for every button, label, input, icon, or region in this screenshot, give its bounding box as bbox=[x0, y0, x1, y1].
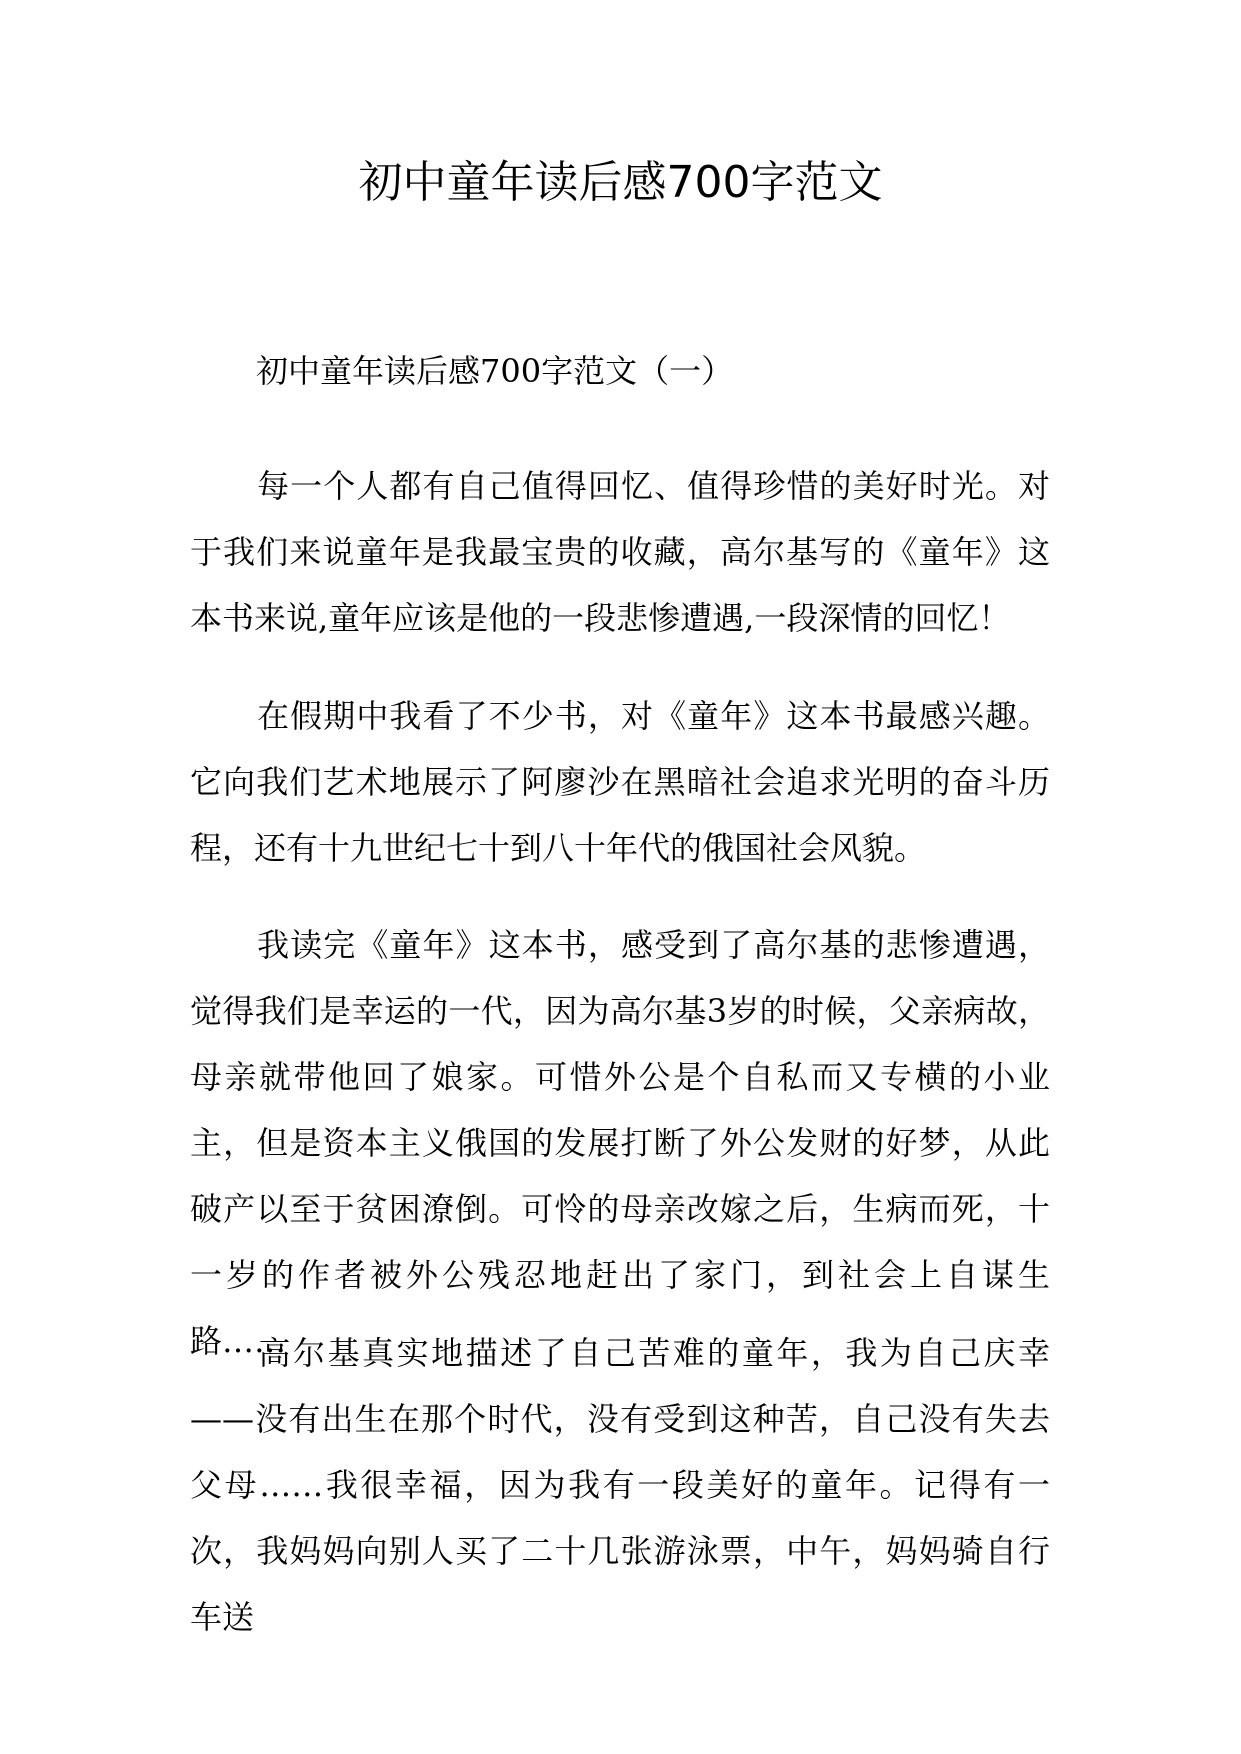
document-title: 初中童年读后感700字范文 bbox=[358, 157, 883, 208]
paragraph-2-text: 在假期中我看了不少书，对《童年》这本书最感兴趣。它向我们艺术地展示了阿廖沙在黑暗社会追求光明的奋斗历程，还有十九世纪七十到八十年代的俄国社会风貌。 bbox=[190, 697, 1050, 867]
paragraph-4-text: 高尔基真实地描述了自己苦难的童年，我为自己庆幸——没有出生在那个时代，没有受到这种苦，自己没有失去父母……我很幸福，因为我有一段美好的童年。记得有一次，我妈妈向别人买了二十几张游泳票，中午，妈妈骑自行车送 bbox=[190, 1334, 1050, 1636]
paragraph-3 bbox=[190, 912, 1050, 1374]
paragraph-4 bbox=[190, 1320, 1050, 1650]
paragraph-2 bbox=[190, 683, 1050, 881]
paragraph-3-text: 我读完《童年》这本书，感受到了高尔基的悲惨遭遇，觉得我们是幸运的一代，因为高尔基3岁的时候，父亲病故，母亲就带他回了娘家。可惜外公是个自私而又专横的小业主，但是资本主义俄国的发展打断了外公发财的好梦，从此破产以至于贫困潦倒。可怜的母亲改嫁之后，生病而死，十一岁的作者被外公残忍地赶出了家门，到社会上自谋生路…… bbox=[190, 926, 1050, 1360]
paragraph-1-text: 每一个人都有自己值得回忆、值得珍惜的美好时光。对于我们来说童年是我最宝贵的收藏，高尔基写的《童年》这本书来说,童年应该是他的一段悲惨遭遇,一段深情的回忆！ bbox=[190, 467, 1050, 637]
section-subtitle bbox=[190, 338, 1050, 404]
paragraph-1 bbox=[190, 453, 1050, 651]
section-subtitle-text: 初中童年读后感700字范文（一） bbox=[256, 352, 734, 390]
